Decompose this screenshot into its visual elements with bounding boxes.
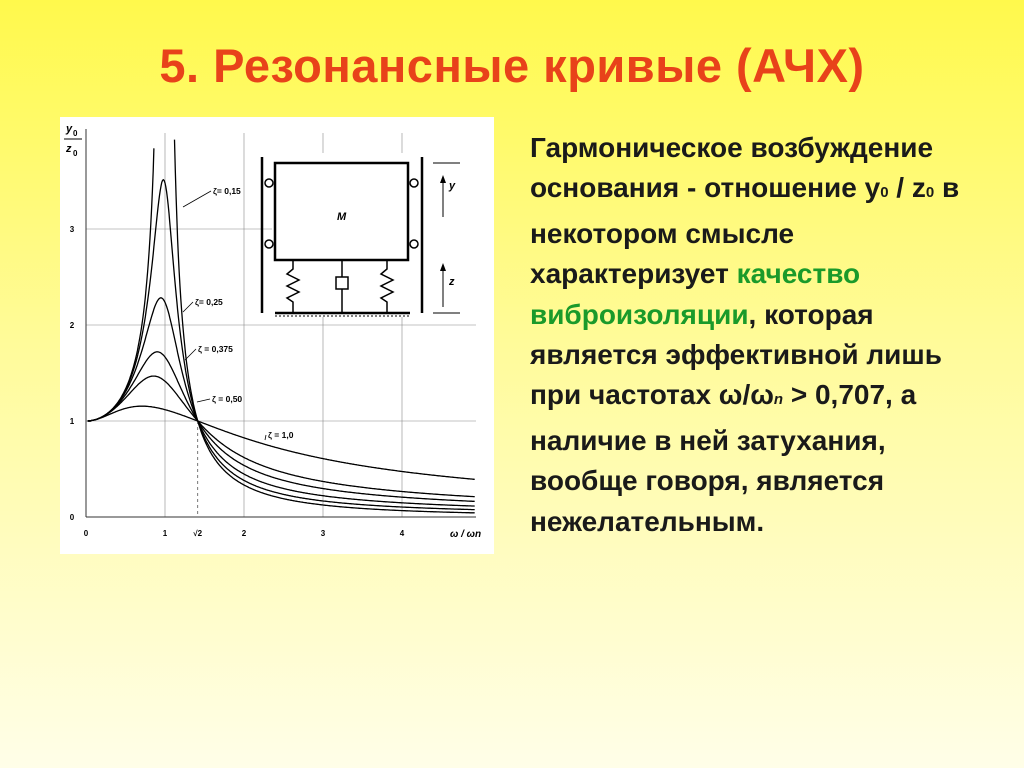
- series-line: [88, 406, 475, 479]
- x-tick-label: 3: [320, 529, 326, 538]
- text-part-2: в некотором смысле характеризует: [530, 172, 960, 290]
- series-label: ζ= 0,15: [213, 186, 241, 196]
- series-leader-line: [183, 302, 193, 312]
- series-line: [88, 298, 475, 506]
- damper-icon: [336, 277, 348, 289]
- y-axis-title-sub: 0: [73, 149, 78, 158]
- omega-subscript-n: n: [773, 391, 784, 409]
- series-leader-line: [265, 435, 266, 440]
- x-axis-title: ω / ωn: [450, 529, 482, 540]
- text-part-1: Гармоническое возбуждение основания - отношение y: [530, 132, 934, 204]
- mass-spring-inset: [262, 153, 482, 317]
- y-label: y: [449, 180, 456, 192]
- omega-ratio: ω/ω: [718, 379, 774, 411]
- y-tick-label: 2: [69, 321, 75, 330]
- text-z: z: [911, 172, 926, 204]
- text-slash: /: [888, 172, 912, 204]
- roller-icon: [265, 240, 273, 248]
- x-tick-label: 1: [162, 529, 168, 538]
- y-tick-label: 0: [69, 513, 75, 522]
- y-tick-label: 1: [69, 417, 75, 426]
- resonance-chart: [60, 117, 494, 554]
- subscript-0: 0: [925, 184, 935, 202]
- series-label: ζ= 0,25: [195, 297, 223, 307]
- y-axis-title-num: y: [66, 123, 73, 135]
- slide-title: 5. Резонансные кривые (АЧХ): [159, 39, 865, 92]
- series-leader-line: [183, 191, 211, 207]
- series-label: ζ = 0,375: [198, 344, 233, 354]
- series-leader-line: [197, 399, 210, 402]
- z-label: z: [449, 276, 455, 288]
- series-line: [88, 352, 475, 502]
- description-text: [530, 128, 1000, 542]
- x-tick-label: 0: [83, 529, 89, 538]
- roller-icon: [265, 179, 273, 187]
- chart-svg: [60, 117, 494, 554]
- x-tick-label: √2: [193, 529, 203, 538]
- y-tick-label: 3: [69, 225, 75, 234]
- roller-icon: [410, 179, 418, 187]
- series-label: ζ = 0,50: [212, 394, 243, 404]
- text-part-4: > 0,707, а наличие в ней затухания, вообще говоря, является нежелательным.: [530, 379, 917, 537]
- x-tick-label: 4: [399, 529, 405, 538]
- x-tick-label: 2: [241, 529, 247, 538]
- series-leader-line: [185, 349, 196, 360]
- highlight-quality: качество виброизоляции: [530, 258, 861, 330]
- subscript-0: 0: [880, 184, 889, 202]
- y-axis-title-den: z: [66, 143, 72, 155]
- roller-icon: [410, 240, 418, 248]
- mass-label: M: [337, 211, 347, 223]
- text-part-3: , которая является эффективной лишь при частотах: [530, 298, 942, 411]
- series-label: ζ = 1,0: [268, 430, 294, 440]
- y-axis-title-sub: 0: [73, 129, 78, 138]
